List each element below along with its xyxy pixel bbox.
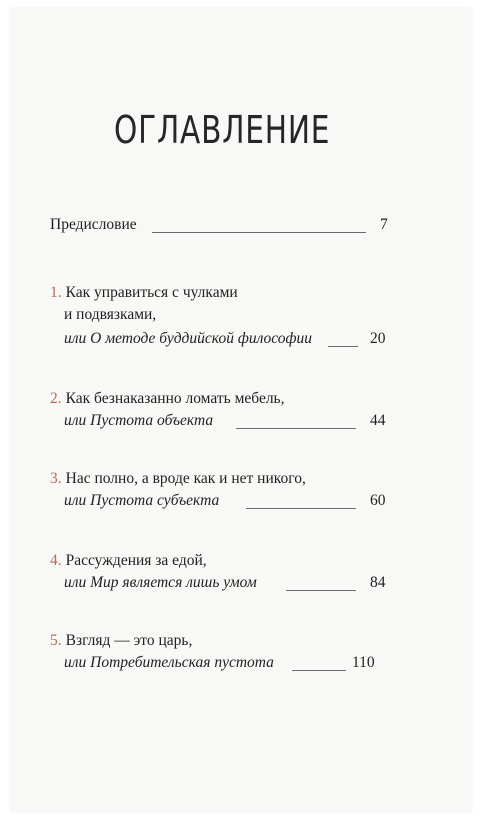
toc-chapter-3-page: 60 <box>370 492 386 509</box>
toc-chapter-3-number: 3. <box>50 470 62 487</box>
toc-chapter-2-subtitle: или Пустота объекта <box>64 412 214 429</box>
toc-preface-label: Предисловие <box>50 216 137 233</box>
toc-chapter-1-title-line1 <box>50 284 238 302</box>
toc-chapter-4-number: 4. <box>50 552 62 569</box>
toc-chapter-4-title-text: Рассуждения за едой, <box>65 552 207 569</box>
toc-chapter-4-page: 84 <box>370 574 386 591</box>
toc-chapter-5-number: 5. <box>50 632 62 649</box>
toc-chapter-1-subtitle: или О методе буддийской философии <box>64 330 313 347</box>
page-title: ОГЛАВЛЕНИЕ <box>114 108 331 152</box>
toc-chapter-3-title-text: Нас полно, а вроде как и нет никого, <box>65 470 306 487</box>
toc-chapter-2-title-line1 <box>50 390 285 408</box>
toc-chapter-4-leader <box>286 590 356 591</box>
toc-chapter-2-number: 2. <box>50 390 62 407</box>
toc-chapter-5-title-line1 <box>50 632 192 650</box>
toc-chapter-1-title-text: Как управиться с чулками <box>65 284 238 301</box>
toc-chapter-3-subtitle: или Пустота субъекта <box>64 492 220 509</box>
toc-chapter-1-page: 20 <box>370 330 386 347</box>
toc-chapter-2-title-text: Как безнаказанно ломать мебель, <box>65 390 285 407</box>
toc-preface-page: 7 <box>380 216 388 233</box>
toc-chapter-3-title-line1 <box>50 470 306 488</box>
book-page <box>10 8 472 812</box>
toc-chapter-4-subtitle: или Мир является лишь умом <box>64 574 257 591</box>
toc-chapter-2-leader <box>236 428 356 429</box>
toc-chapter-4-title-line1 <box>50 552 207 570</box>
toc-chapter-5-page: 110 <box>352 654 375 671</box>
toc-chapter-3-leader <box>246 508 356 509</box>
toc-chapter-5-subtitle: или Потребительская пустота <box>64 654 274 671</box>
toc-chapter-5-title-text: Взгляд — это царь, <box>65 632 193 649</box>
toc-chapter-1-title-line2: и подвязками, <box>64 306 157 323</box>
toc-chapter-5-leader <box>292 670 346 671</box>
toc-preface-leader <box>152 232 366 233</box>
toc-chapter-2-page: 44 <box>370 412 386 429</box>
toc-chapter-1-number: 1. <box>50 284 62 301</box>
toc-chapter-1-leader <box>328 346 358 347</box>
